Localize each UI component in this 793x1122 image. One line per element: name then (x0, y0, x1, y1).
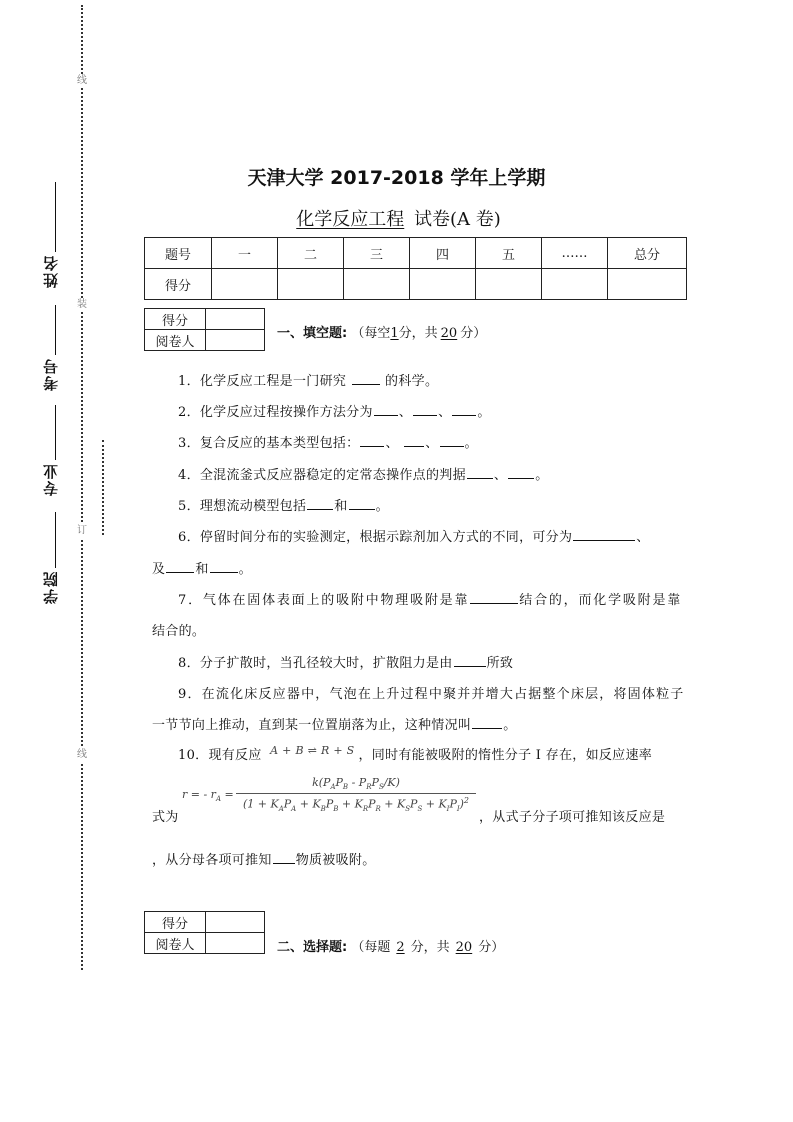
section2-heading (277, 936, 504, 955)
answer-blank[interactable] (360, 434, 384, 447)
exam-number-field-label: 考号 (42, 357, 60, 391)
section2-rule-mid: 分，共 (410, 940, 450, 955)
grader-score-input[interactable] (206, 309, 265, 330)
score-table (144, 237, 687, 300)
exam-title: 天津大学 2017-2018 学年上学期 (247, 167, 546, 189)
question-text: 复合反应的基本类型包括： (199, 436, 360, 451)
section1-heading (277, 322, 486, 341)
rate-equation-fraction (236, 776, 476, 813)
question-text: 。 (464, 436, 478, 451)
score-input-more[interactable] (542, 269, 608, 300)
question-text: 现有反应 (208, 748, 262, 763)
question-text: ，同时有能被吸附的惰性分子 I 存在，如反应速率 (358, 748, 653, 763)
question-number: 4． (178, 468, 200, 483)
section2-rule-prefix: （每题 (351, 940, 391, 955)
question-text: 化学反应工程是一门研究 (199, 374, 351, 389)
rate-denominator: $(1 + K_AP_A + K_BP_B + K_RP_R + K_SP_S + K_IP_I)^2$ (242, 796, 469, 814)
question-text: 气体在固体表面上的吸附中物理吸附是靠 (202, 593, 470, 608)
score-cell-question-label: 题号 (145, 238, 212, 269)
question-text: 、 (425, 436, 439, 451)
question-text: 式为 (152, 810, 179, 825)
question-10-continued (152, 806, 179, 825)
score-cell-q1: 一 (212, 238, 278, 269)
binding-mark-xian-top: 线 (77, 75, 87, 86)
question-text: 、 (493, 468, 508, 483)
score-row-label: 得分 (145, 269, 212, 300)
answer-blank[interactable] (470, 591, 518, 604)
question-text: 。 (375, 499, 389, 514)
question-text: ，从分母各项可推知 (152, 853, 272, 868)
exam-subtitle (0, 205, 793, 231)
grader-name-label: 阅卷人 (145, 933, 206, 954)
question-text: ，从式子分子项可推知该反应是 (479, 810, 666, 825)
answer-blank[interactable] (307, 497, 333, 510)
binding-dotted-line (81, 5, 83, 970)
question-text: 、 (438, 405, 452, 420)
question-7 (178, 589, 682, 608)
college-underline[interactable] (55, 512, 56, 568)
question-text: 物质被吸附。 (295, 853, 376, 868)
score-input-q4[interactable] (410, 269, 476, 300)
question-text: 在流化床反应器中，气泡在上升过程中聚并并增大占据整个床层，将固体粒子 (201, 687, 685, 702)
question-number: 7． (178, 593, 203, 608)
score-cell-total: 总分 (608, 238, 687, 269)
course-name: 化学反应工程 (296, 209, 405, 230)
answer-blank[interactable] (166, 560, 194, 573)
section1-rule-suffix: 分） (460, 326, 487, 341)
score-input-q1[interactable] (212, 269, 278, 300)
grader-name-input[interactable] (206, 330, 265, 351)
question-text: 全混流釜式反应器稳定的定常态操作点的判据 (199, 468, 466, 483)
binding-mark-xian-bottom: 线 (77, 749, 87, 760)
grader-name-input[interactable] (206, 933, 265, 954)
grader-score-label: 得分 (145, 912, 206, 933)
score-cell-q5: 五 (476, 238, 542, 269)
score-table-score-row (145, 269, 687, 300)
answer-blank[interactable] (467, 466, 493, 479)
question-text: 结合的，而化学吸附是靠 (519, 593, 683, 608)
score-table-header-row (145, 238, 687, 269)
question-number: 9． (178, 687, 202, 702)
score-input-q3[interactable] (344, 269, 410, 300)
question-text: 化学反应过程按操作方法分为 (199, 405, 373, 420)
question-3 (178, 432, 478, 451)
major-field-label: 专业 (42, 462, 60, 496)
question-number: 6． (178, 530, 200, 545)
question-6 (178, 526, 650, 545)
question-number: 3． (178, 436, 200, 451)
section1-rule-mid: 分，共 (398, 326, 438, 341)
section1-per-blank: 1 (390, 326, 399, 341)
question-2 (178, 401, 491, 420)
answer-blank[interactable] (352, 372, 380, 385)
section2-title: 二、选择题: (277, 940, 348, 955)
section1-rule-prefix: （每空 (351, 326, 391, 341)
reaction-equation: A + B ⇌ R + S (270, 744, 355, 757)
college-field-label: 学院 (42, 570, 60, 604)
question-text: 理想流动模型包括 (199, 499, 307, 514)
question-4 (178, 464, 549, 483)
question-number: 5． (178, 499, 200, 514)
question-5 (178, 495, 389, 514)
question-text: 、 (385, 436, 404, 451)
question-text: 及 (152, 562, 166, 577)
question-text: 分子扩散时，当孔径较大时，扩散阻力是由 (199, 656, 453, 671)
score-cell-q2: 二 (278, 238, 344, 269)
answer-blank[interactable] (413, 403, 437, 416)
question-text: 、 (398, 405, 413, 420)
question-1 (178, 370, 438, 389)
major-underline[interactable] (55, 405, 56, 460)
rate-lhs: r = - $r_A$ = (182, 788, 234, 804)
section1-title: 一、填空题: (277, 326, 348, 341)
score-cell-q3: 三 (344, 238, 410, 269)
exam-number-underline[interactable] (55, 305, 56, 355)
score-cell-q4: 四 (410, 238, 476, 269)
grader-score-label: 得分 (145, 309, 206, 330)
section2-per-question: 2 (396, 940, 405, 955)
question-9 (178, 683, 684, 702)
section1-total: 20 (440, 326, 458, 341)
question-6-continued (152, 558, 252, 577)
answer-blank[interactable] (573, 528, 635, 541)
answer-blank[interactable] (454, 654, 486, 667)
question-10-continued-right (479, 806, 665, 825)
answer-blank[interactable] (273, 851, 295, 864)
section2-rule-suffix: 分） (478, 940, 505, 955)
answer-blank[interactable] (452, 403, 476, 416)
score-input-q2[interactable] (278, 269, 344, 300)
question-text: 。 (238, 562, 252, 577)
grader-name-label: 阅卷人 (145, 330, 206, 351)
answer-blank[interactable] (472, 716, 502, 729)
question-text: 。 (535, 468, 549, 483)
question-text: 结合的。 (152, 624, 206, 639)
section1-grader-box (144, 308, 265, 351)
question-text: 一节节向上推动，直到某一位置崩落为止，这种情况叫 (152, 718, 472, 733)
score-cell-ellipsis: …… (542, 238, 608, 269)
binding-mark-ding: 订 (77, 525, 87, 536)
question-text: 和 (334, 499, 348, 514)
question-number: 2． (178, 405, 200, 420)
answer-blank[interactable] (508, 466, 534, 479)
name-field-label: 姓名 (42, 254, 60, 288)
binding-mark-zhuang: 装 (77, 299, 87, 310)
score-input-total[interactable] (608, 269, 687, 300)
question-text: 。 (477, 405, 491, 420)
question-text: 。 (503, 718, 517, 733)
section2-grader-box (144, 911, 265, 954)
binding-dotted-line-short (102, 440, 104, 535)
paper-label: 试卷(A 卷) (413, 209, 501, 230)
question-text: 所致 (486, 656, 514, 671)
answer-blank[interactable] (404, 434, 424, 447)
question-9-continued (152, 714, 517, 733)
question-8 (178, 652, 513, 671)
grader-score-input[interactable] (206, 912, 265, 933)
question-number: 10． (178, 748, 209, 763)
question-text: 、 (636, 530, 650, 545)
question-10 (178, 744, 652, 763)
answer-blank[interactable] (374, 403, 398, 416)
question-10-continued-2 (152, 849, 376, 868)
question-7-continued (152, 620, 205, 639)
score-input-q5[interactable] (476, 269, 542, 300)
question-text: 和 (195, 562, 209, 577)
answer-blank[interactable] (440, 434, 464, 447)
question-text: 的科学。 (380, 374, 439, 389)
section2-total: 20 (455, 940, 473, 955)
question-text: 停留时间分布的实验测定，根据示踪剂加入方式的不同，可分为 (199, 530, 573, 545)
answer-blank[interactable] (349, 497, 375, 510)
question-number: 8． (178, 656, 200, 671)
question-number: 1． (178, 374, 200, 389)
answer-blank[interactable] (210, 560, 238, 573)
rate-numerator: $k(P_AP_B - P_RP_S/K)$ (236, 776, 476, 794)
